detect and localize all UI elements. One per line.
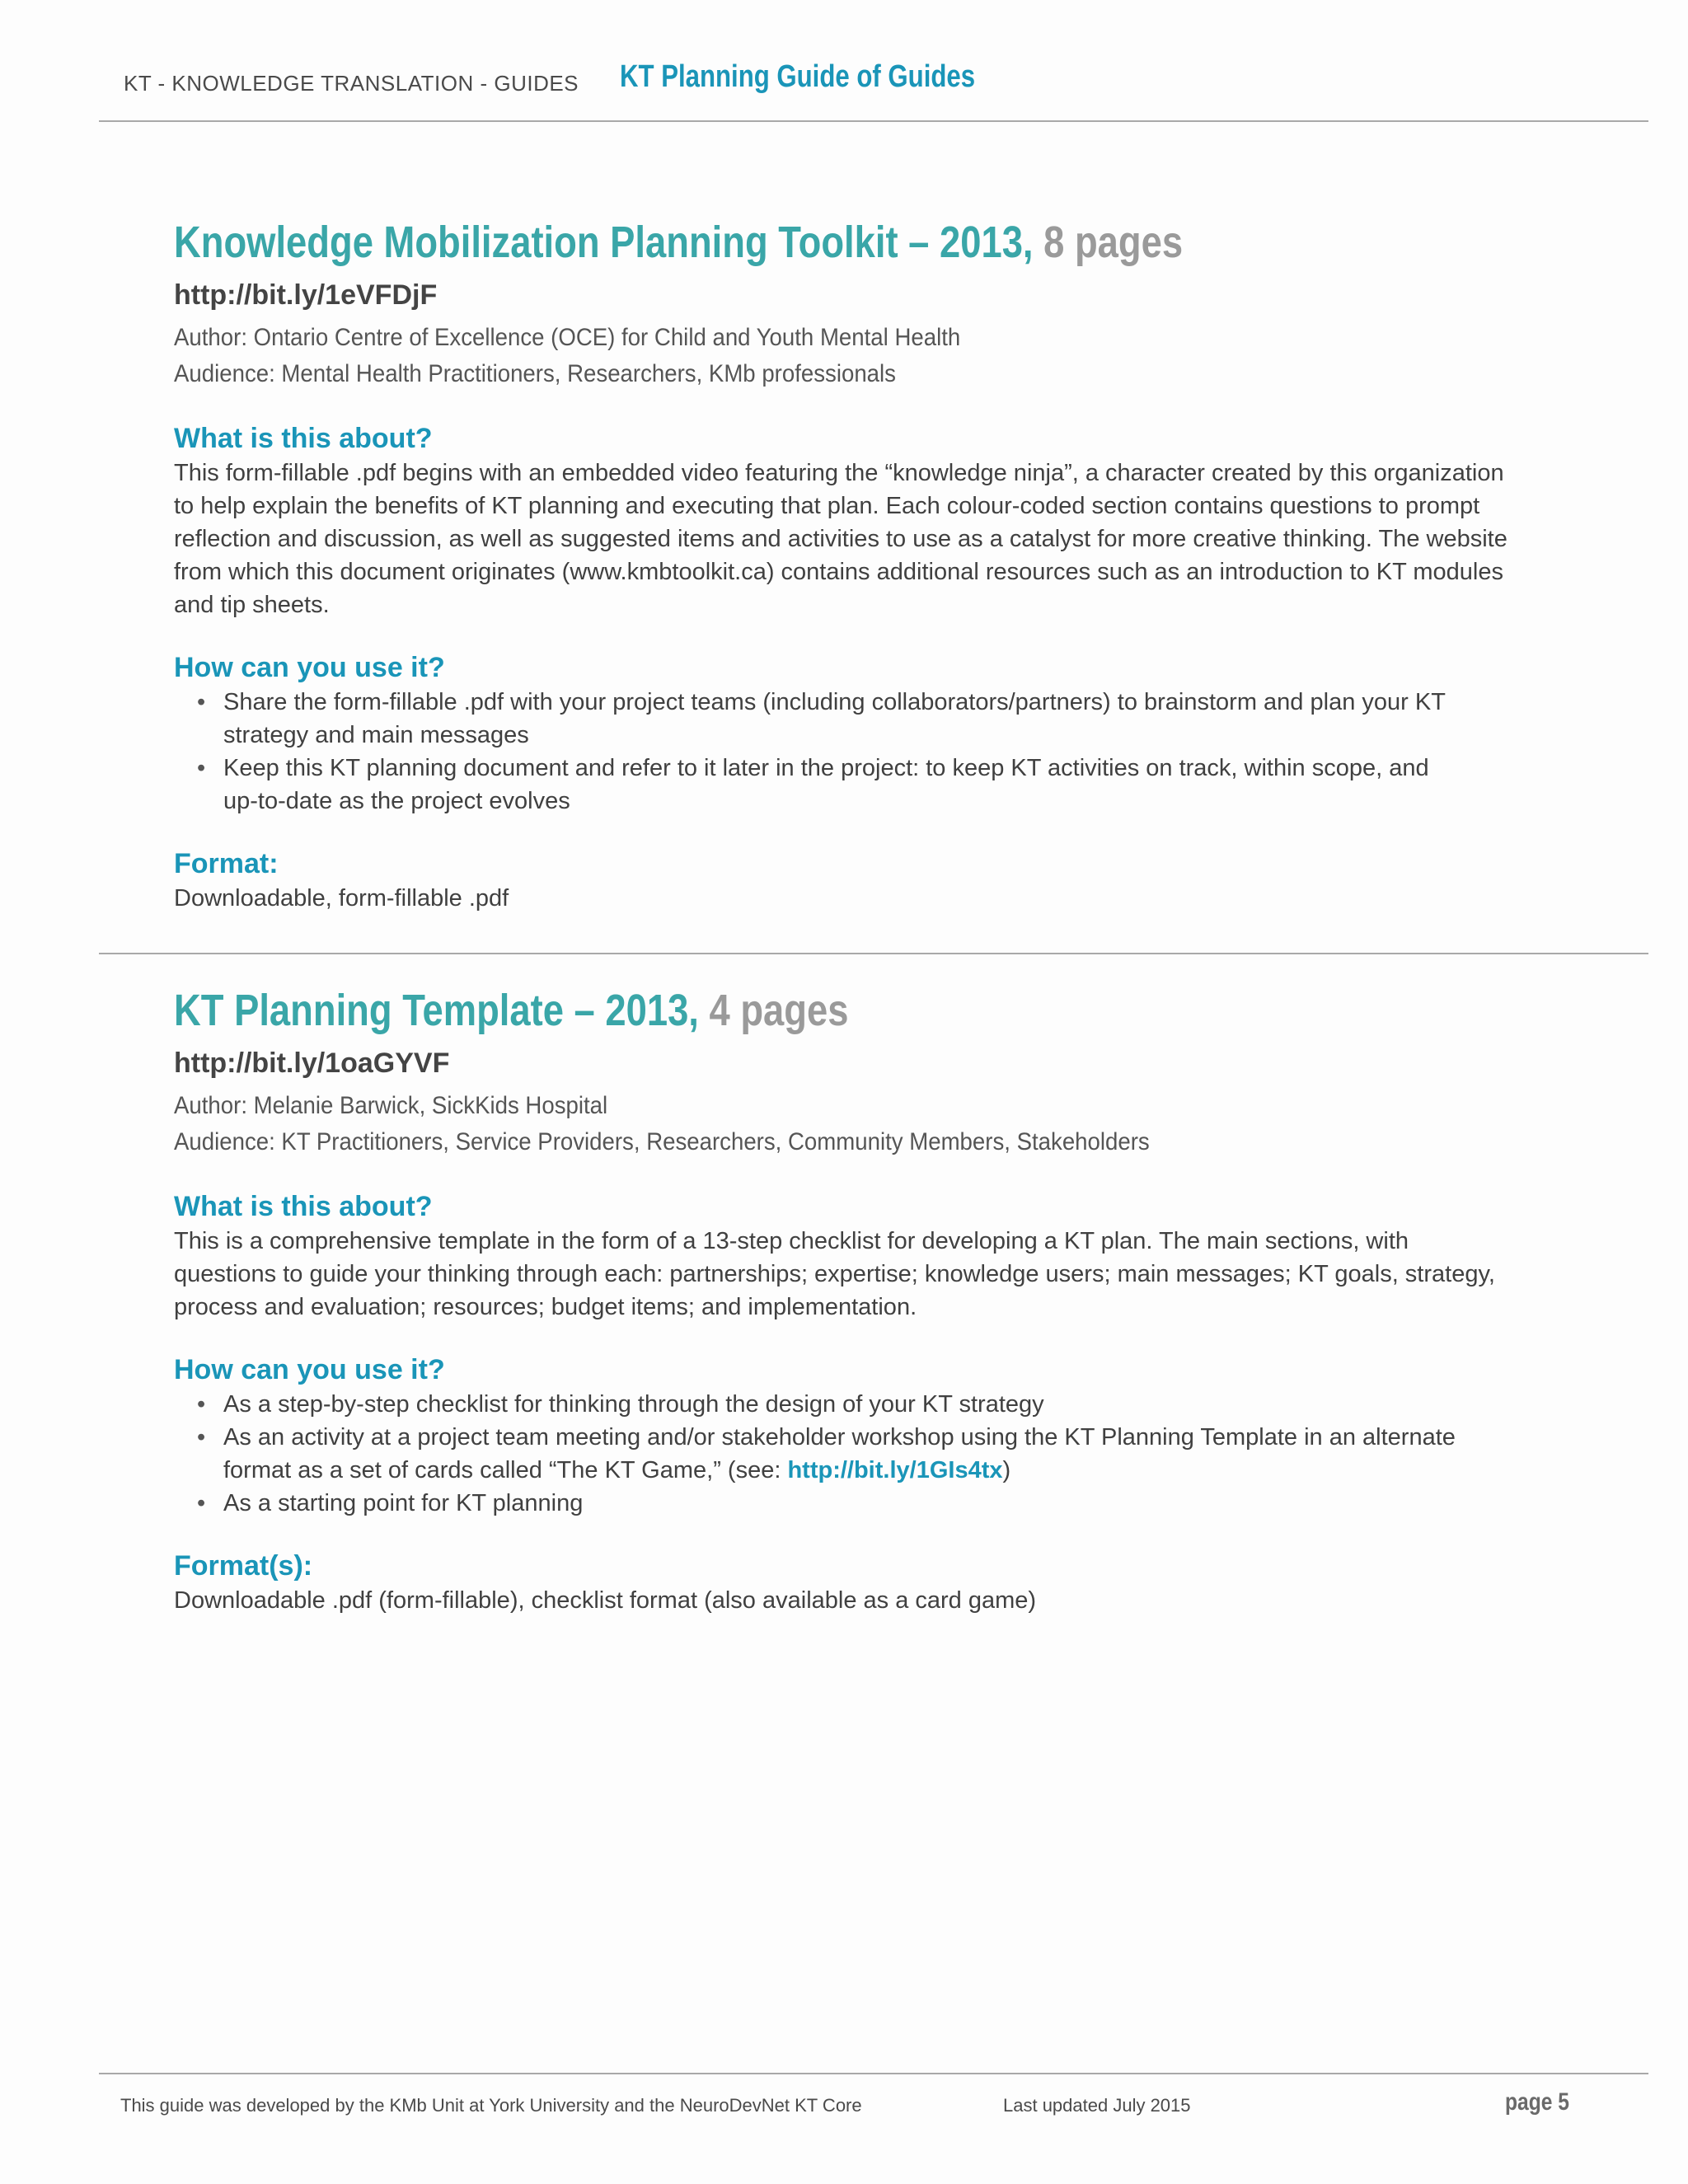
- about-heading: What is this about?: [174, 423, 433, 454]
- about-text: [174, 1225, 1575, 1324]
- bullet-icon: •: [197, 1424, 206, 1451]
- footer-updated: Last updated July 2015: [1003, 2095, 1191, 2116]
- list-item-line: As an activity at a project team meeting and/or stakeholder workshop using the KT Planning Template in an alternate: [223, 1424, 1456, 1451]
- list-item-text: format as a set of cards called “The KT Game,” (see:: [223, 1457, 788, 1483]
- list-item-line: up-to-date as the project evolves: [223, 788, 570, 814]
- list-item-line: strategy and main messages: [223, 722, 529, 748]
- use-list: [174, 1388, 1575, 1520]
- about-line: from which this document originates (www.kmbtoolkit.ca) contains additional resources such as an introduction to KT modules: [174, 559, 1503, 585]
- footer-credit: This guide was developed by the KMb Unit at York University and the NeuroDevNet KT Core: [120, 2095, 862, 2116]
- section-divider: [99, 953, 1648, 954]
- entry-author: Author: Melanie Barwick, SickKids Hospital: [174, 1092, 608, 1119]
- format-text: Downloadable .pdf (form-fillable), checklist format (also available as a card game): [174, 1587, 1037, 1614]
- header-divider: [99, 120, 1648, 122]
- entry-kt-planning-template: [174, 981, 1575, 1617]
- list-item-text: ): [1002, 1457, 1011, 1483]
- bullet-icon: •: [197, 689, 206, 715]
- entry-kmb-toolkit: [174, 213, 1575, 915]
- entry-audience: Audience: KT Practitioners, Service Providers, Researchers, Community Members, Stakeholders: [174, 1128, 1150, 1155]
- list-item: [174, 1388, 1575, 1421]
- entry-url-link[interactable]: http://bit.ly/1oaGYVF: [174, 1047, 450, 1079]
- list-item: [174, 686, 1575, 752]
- list-item-line: Share the form-fillable .pdf with your project teams (including collaborators/partners) to brainstorm and plan your KT: [223, 689, 1446, 715]
- list-item: [174, 752, 1575, 818]
- entry-title: [174, 213, 1351, 272]
- list-item-line: [223, 1454, 1575, 1487]
- entry-title: [174, 981, 1351, 1040]
- format-text: Downloadable, form-fillable .pdf: [174, 885, 509, 912]
- about-line: to help explain the benefits of KT planning and executing that plan. Each colour-coded section contains questions to prompt: [174, 493, 1480, 519]
- use-heading: How can you use it?: [174, 1354, 445, 1385]
- kt-game-link[interactable]: http://bit.ly/1GIs4tx: [787, 1457, 1003, 1483]
- list-item-line: As a starting point for KT planning: [223, 1490, 584, 1516]
- bullet-icon: •: [197, 1490, 206, 1516]
- page-number: page 5: [1505, 2088, 1569, 2116]
- about-line: reflection and discussion, as well as suggested items and activities to use as a catalyst for more creative thinking. The website: [174, 526, 1507, 552]
- entry-author: Author: Ontario Centre of Excellence (OCE) for Child and Youth Mental Health: [174, 324, 961, 351]
- about-line: and tip sheets.: [174, 592, 330, 618]
- format-heading: Format:: [174, 848, 279, 879]
- entry-title-text: KT Planning Template – 2013,: [174, 986, 699, 1035]
- list-item: [174, 1421, 1575, 1487]
- entry-title-text: Knowledge Mobilization Planning Toolkit – 2013,: [174, 218, 1034, 267]
- use-list: [174, 686, 1575, 818]
- format-heading: Format(s):: [174, 1550, 313, 1582]
- entry-page-count: 4 pages: [698, 986, 849, 1035]
- footer-divider: [99, 2073, 1648, 2074]
- about-line: process and evaluation; resources; budget items; and implementation.: [174, 1294, 917, 1320]
- about-line: This is a comprehensive template in the form of a 13-step checklist for developing a KT plan. The main sections, with: [174, 1228, 1409, 1254]
- entry-audience: Audience: Mental Health Practitioners, Researchers, KMb professionals: [174, 360, 896, 387]
- bullet-icon: •: [197, 755, 206, 781]
- entry-url-link[interactable]: http://bit.ly/1eVFDjF: [174, 279, 438, 311]
- header-section-label: KT - KNOWLEDGE TRANSLATION - GUIDES: [124, 71, 579, 96]
- use-heading: How can you use it?: [174, 652, 445, 683]
- header-doc-title: KT Planning Guide of Guides: [620, 59, 976, 94]
- about-line: This form-fillable .pdf begins with an embedded video featuring the “knowledge ninja”, a character created by this organization: [174, 460, 1504, 486]
- list-item-line: Keep this KT planning document and refer to it later in the project: to keep KT activities on track, within scope, and: [223, 755, 1429, 781]
- about-line: questions to guide your thinking through each: partnerships; expertise; knowledge users; main messages; KT goals, strategy,: [174, 1261, 1495, 1287]
- about-text: [174, 457, 1575, 621]
- list-item-line: As a step-by-step checklist for thinking through the design of your KT strategy: [223, 1391, 1044, 1418]
- bullet-icon: •: [197, 1391, 206, 1418]
- about-heading: What is this about?: [174, 1191, 433, 1222]
- entry-page-count: 8 pages: [1033, 218, 1184, 267]
- list-item: [174, 1487, 1575, 1520]
